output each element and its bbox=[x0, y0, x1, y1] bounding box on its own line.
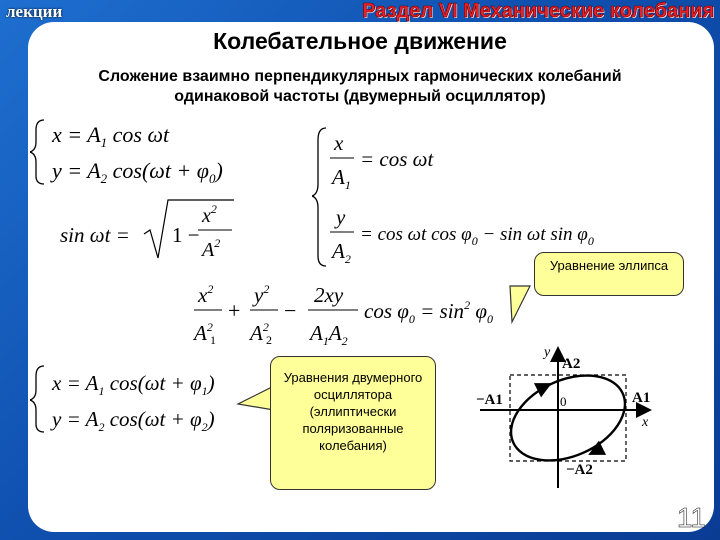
svg-text:1: 1 bbox=[210, 333, 216, 347]
svg-text:2xy: 2xy bbox=[314, 283, 344, 307]
svg-text:A2: $A^2$ bbox=[202, 236, 221, 261]
svg-text:cos φ0 = sin2 φ0: $\cos \varphi_0 = \sin^2 \varphi_0$ bbox=[364, 298, 493, 326]
slide-title: Колебательное движение bbox=[213, 28, 507, 54]
svg-text:x2: $x^2$ bbox=[198, 282, 214, 307]
svg-text:y: y bbox=[336, 205, 346, 229]
subtitle-line-2: одинаковой частоты (двумерный осциллятор) bbox=[174, 88, 546, 105]
label-A2: A2 bbox=[562, 356, 581, 372]
label-origin: 0 bbox=[560, 394, 567, 409]
svg-text:x = A1 cos(ωt + φ1): $x = A_1$ $\cos(\omega t + \varphi_1)$ bbox=[52, 371, 215, 398]
svg-text:x2: $x^2$ bbox=[202, 202, 217, 227]
callout-oscillator: Уравнения двумерного осциллятора (эллиптически поляризованные колебания) bbox=[270, 356, 436, 490]
svg-text:1 −: 1 − bbox=[172, 223, 200, 247]
ellipse-graph bbox=[470, 340, 670, 490]
svg-text:= cos ωt: = cos ωt bbox=[360, 147, 434, 171]
page-number: 11 bbox=[676, 502, 706, 533]
svg-text:−: − bbox=[284, 298, 297, 323]
svg-text:= cos ωt cos φ0 − sin ωt sin φ: = cos ωt $\cos \varphi_0 - \sin \omega t$ $\sin \varphi_0$ bbox=[360, 224, 594, 248]
svg-text:y = A2 cos(ωt + φ0): $y = A_2$ $\cos(\omega t + \varphi_0)$ bbox=[52, 158, 223, 186]
subtitle-line-1: Сложение взаимно перпендикулярных гармонических колебаний bbox=[98, 68, 622, 85]
sin-expression bbox=[58, 196, 238, 266]
svg-text:A2: $A^2$ bbox=[194, 320, 213, 345]
svg-text:y2: $y^2$ bbox=[254, 282, 270, 307]
bounding-rectangle bbox=[510, 375, 626, 461]
equation-system-1 bbox=[30, 112, 260, 192]
section-title: Раздел VI Механические колебания bbox=[362, 0, 714, 22]
svg-text:+: + bbox=[228, 298, 241, 323]
svg-text:x: x bbox=[334, 131, 344, 155]
svg-text:y = A2 cos(ωt + φ2): $y = A_2$ $\cos(\omega t + \varphi_2)$ bbox=[52, 407, 215, 434]
lectures-label: лекции bbox=[6, 2, 63, 21]
svg-text:sin ωt =: sin ωt = bbox=[60, 223, 130, 247]
ellipse-equation bbox=[190, 278, 540, 348]
svg-text:x = A1 cos ωt: $x = A_1$ cos ωt bbox=[52, 122, 170, 150]
label-minus-A2: −A2 bbox=[566, 462, 593, 478]
svg-text:A2: $A^2$ bbox=[250, 320, 269, 345]
svg-text:2: 2 bbox=[266, 333, 272, 347]
axis-y-label: y bbox=[544, 345, 551, 360]
label-minus-A1: −A1 bbox=[476, 392, 503, 408]
svg-text:A1: $A_1$ bbox=[332, 165, 351, 192]
slide-subtitle bbox=[40, 67, 680, 107]
axis-x-label: x bbox=[642, 415, 649, 430]
label-A1: A1 bbox=[632, 390, 651, 406]
svg-text:A1A2: $A_1A_2$ bbox=[310, 321, 348, 348]
trajectory-ellipse bbox=[498, 359, 639, 477]
callout-ellipse-equation: Уравнение эллипса bbox=[534, 252, 684, 296]
svg-text:A2: $A_2$ bbox=[332, 239, 351, 266]
